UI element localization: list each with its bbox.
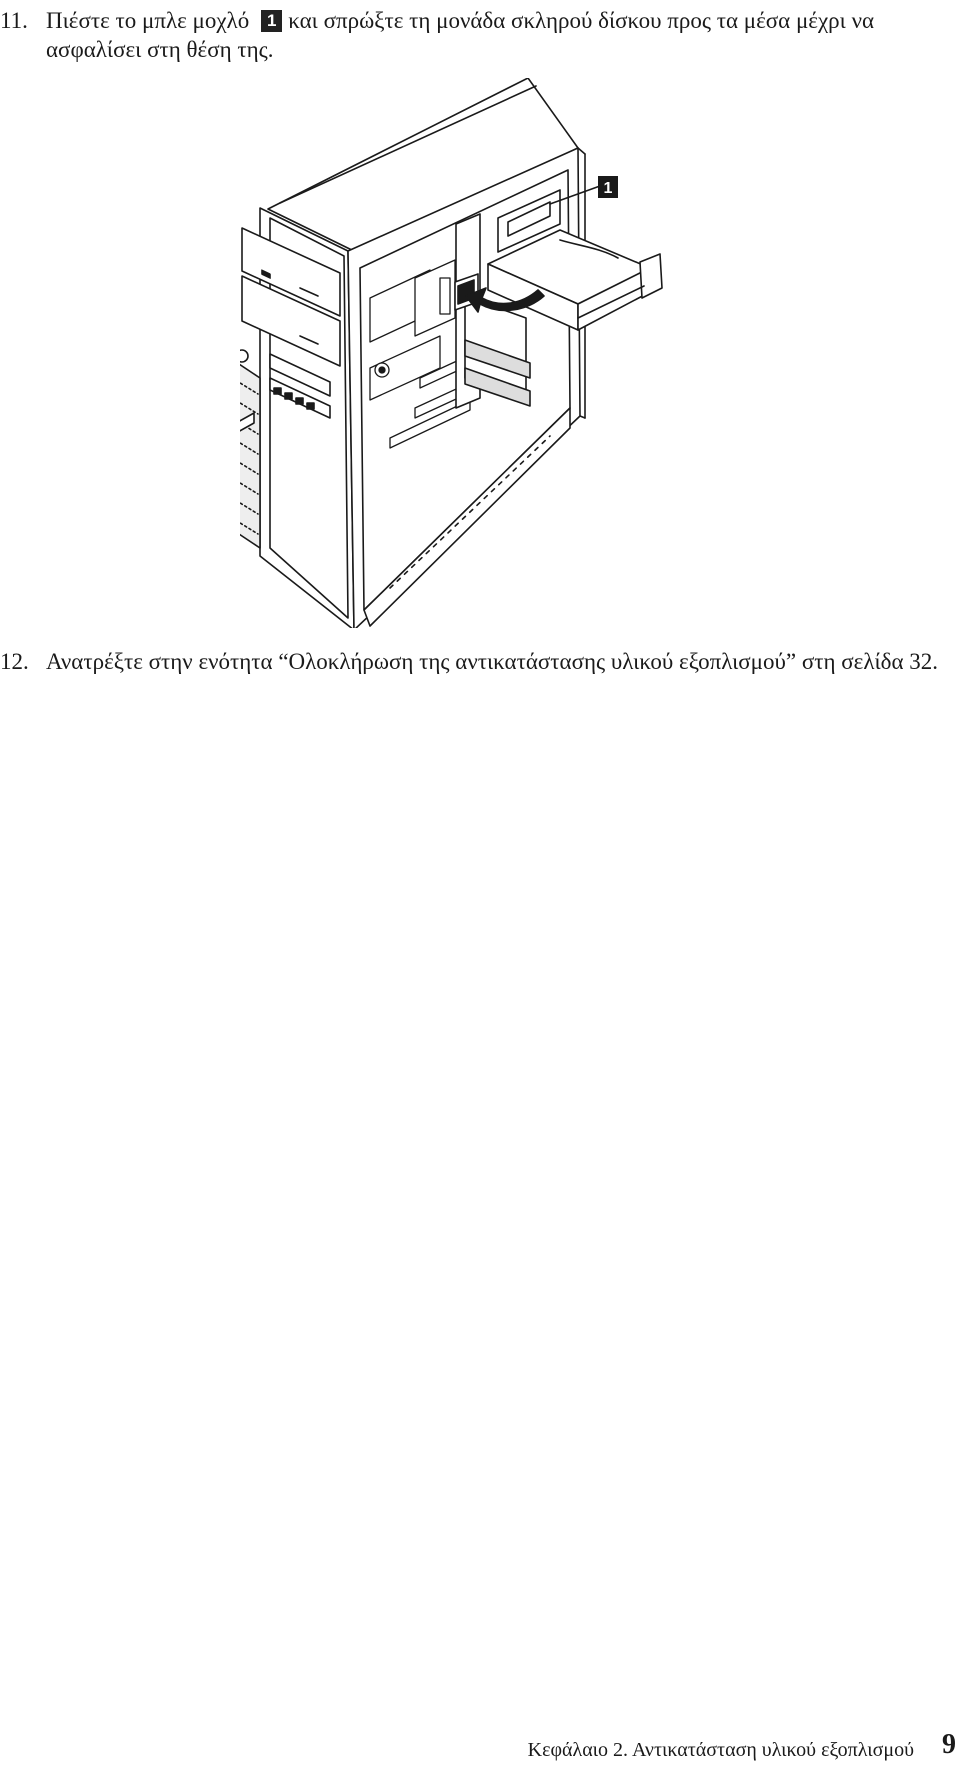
chapter-title: Κεφάλαιο 2. Αντικατάσταση υλικού εξοπλισμού bbox=[527, 1739, 914, 1761]
step-text bbox=[46, 6, 940, 64]
step-text: Ανατρέξτε στην ενότητα “Ολοκλήρωση της αντικατάστασης υλικού εξοπλισμού” στη σελίδα 32. bbox=[46, 649, 939, 674]
callout-label: 1 bbox=[603, 180, 613, 197]
step-number: 11. bbox=[0, 8, 28, 33]
page-number: 9 bbox=[942, 1729, 956, 1760]
step-text-before: Πιέστε το μπλε μοχλό bbox=[46, 8, 250, 33]
step-11 bbox=[0, 6, 940, 66]
step-text-after: και σπρώξτε τη μονάδα σκληρού δίσκου προς τα μέσα μέχρι να ασφαλίσει στη θέση της. bbox=[46, 8, 875, 62]
hard-drive-installation-illustration bbox=[240, 78, 710, 628]
step-12 bbox=[0, 647, 940, 707]
front-vent-grille bbox=[240, 358, 260, 548]
step-number: 12. bbox=[0, 649, 29, 674]
callout-badge: 1 bbox=[261, 10, 282, 32]
page-footer bbox=[490, 1729, 960, 1764]
